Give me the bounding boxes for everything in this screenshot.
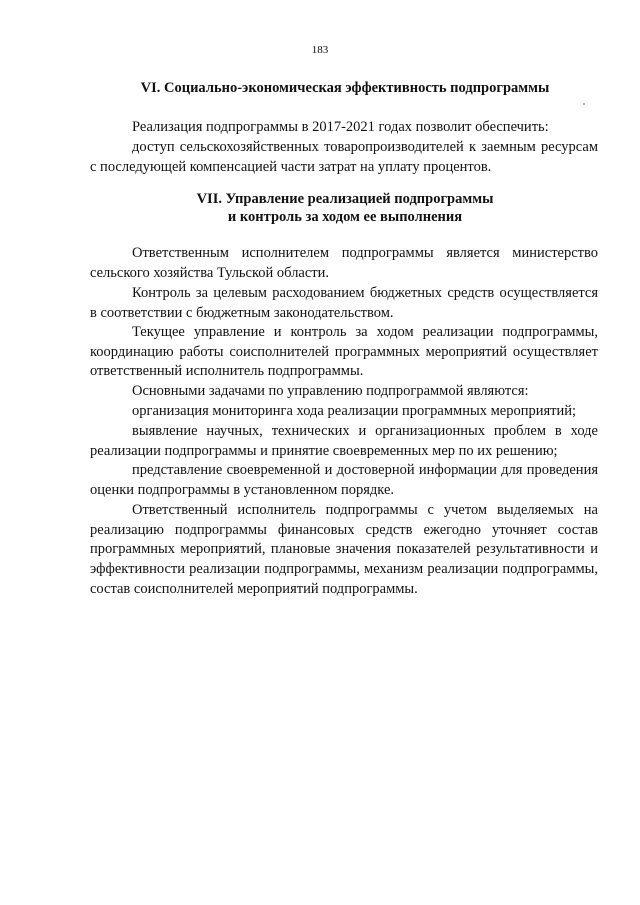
- section-7-paragraph-2: Контроль за целевым расходованием бюджетных средств осуществляется в соответствии с бюджетным законодательством.: [90, 285, 598, 321]
- section-7-paragraph-4: Основными задачами по управлению подпрограммой являются:: [132, 383, 529, 399]
- section-6-paragraph-2: доступ сельскохозяйственных товаропроизводителей к заемным ресурсам с последующей компенсацией части затрат на уплату процентов.: [90, 139, 598, 175]
- section-7-heading: [90, 190, 600, 226]
- page-number: 183: [311, 44, 329, 56]
- section-7-heading-line-1: VII. Управление реализацией подпрограммы: [196, 191, 494, 207]
- section-7-paragraph-7: представление своевременной и достоверной информации для проведения оценки подпрограммы в установленном порядке.: [90, 462, 598, 498]
- section-7-paragraph-3: Текущее управление и контроль за ходом реализации подпрограммы, координацию работы соисполнителей программных мероприятий осуществляет ответственный исполнитель подпрограммы.: [90, 324, 598, 380]
- section-7-paragraph-6: выявление научных, технических и организационных проблем в ходе реализации подпрограммы и принятие своевременных мер по их решению;: [90, 423, 598, 459]
- section-7-paragraph-1: Ответственным исполнителем подпрограммы является министерство сельского хозяйства Тульской области.: [90, 245, 598, 281]
- section-7-heading-line-2: и контроль за ходом ее выполнения: [227, 209, 463, 225]
- section-6-heading: VI. Социально-экономическая эффективность подпрограммы: [140, 80, 550, 96]
- section-7-paragraph-8: Ответственный исполнитель подпрограммы с учетом выделяемых на реализацию подпрограммы финансовых средств ежегодно уточняет состав программных мероприятий, плановые значения показателей результативности и эффективности реализации подпрограммы, механизм реализации подпрограммы, состав соисполнителей мероприятий подпрограммы.: [90, 502, 598, 597]
- scan-speck: [583, 103, 585, 105]
- section-6-paragraph-1: Реализация подпрограммы в 2017-2021 годах позволит обеспечить:: [132, 119, 549, 135]
- section-7-paragraph-5: организация мониторинга хода реализации программных мероприятий;: [132, 403, 577, 419]
